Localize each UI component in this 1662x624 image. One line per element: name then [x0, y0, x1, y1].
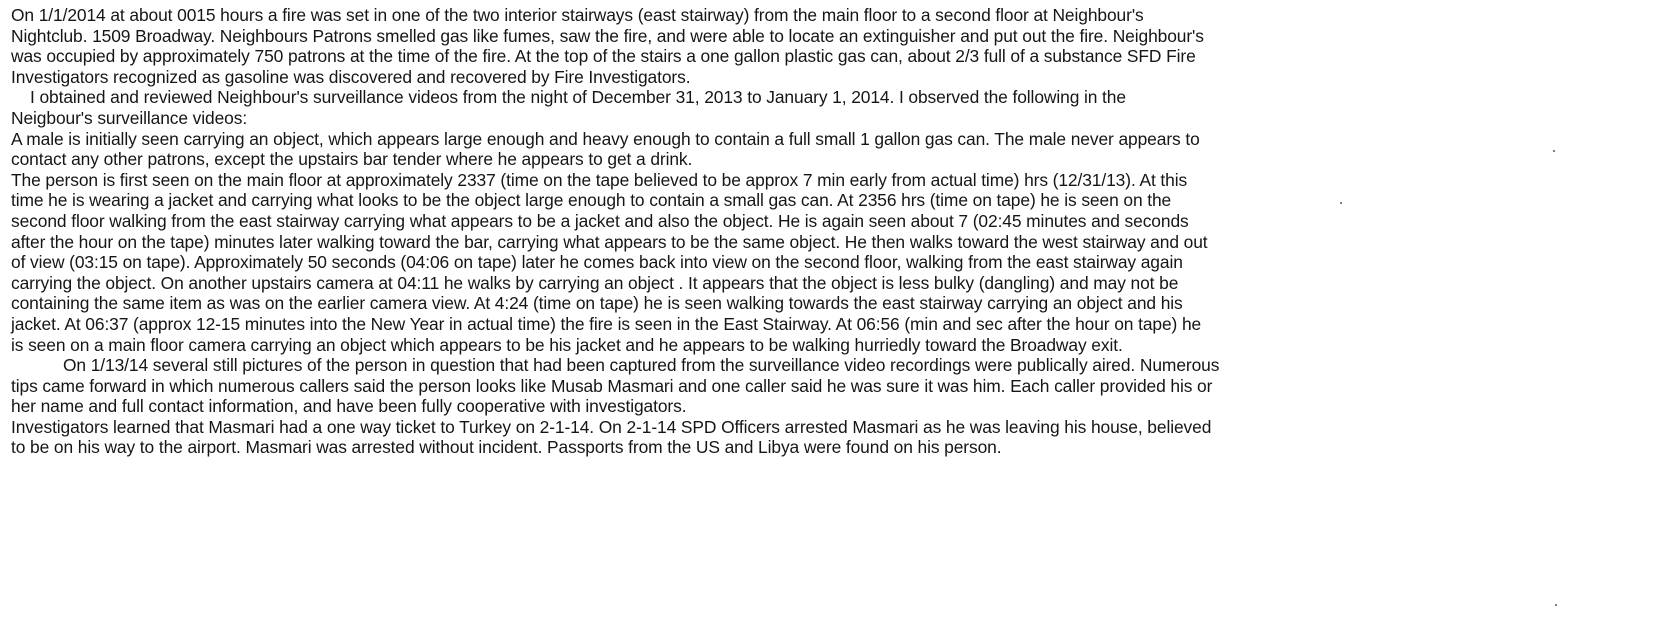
scan-speck — [1555, 604, 1557, 606]
text-line: The person is first seen on the main floor at approximately 2337 (time on the tape believed to be approx 7 min early from actual time) hrs (12/31/13). At this — [11, 169, 1188, 190]
text-line: containing the same item as was on the earlier camera view. At 4:24 (time on tape) he is seen walking towards the east stairway carrying an object and his — [11, 293, 1183, 314]
text-line: carrying the object. On another upstairs camera at 04:11 he walks by carrying an object . It appears that the object is less bulky (dangling) and may not be — [11, 272, 1179, 293]
text-line: Neigbour's surveillance videos: — [11, 107, 248, 128]
text-line: On 1/13/14 several still pictures of the person in question that had been captured from the surveillance video recordings were publically aired. Numerous — [63, 355, 1220, 376]
text-line: is seen on a main floor camera carrying an object which appears to be his jacket and he appears to be walking hurriedly toward the Broadway exit. — [11, 334, 1123, 355]
text-line: Nightclub. 1509 Broadway. Neighbours Patrons smelled gas like fumes, saw the fire, and were able to locate an extinguisher and put out the fire. Neighbour's — [11, 25, 1204, 46]
text-line: after the hour on the tape) minutes later walking toward the bar, carrying what appears to be the same object. He then walks toward the west stairway and out — [11, 231, 1208, 252]
text-line: Investigators learned that Masmari had a one way ticket to Turkey on 2-1-14. On 2-1-14 SPD Officers arrested Masmari as he was leaving his house, believed — [11, 416, 1212, 437]
document-body — [11, 5, 1556, 458]
text-line: was occupied by approximately 750 patrons at the time of the fire. At the top of the stairs a one gallon plastic gas can, about 2/3 full of a substance SFD Fire — [11, 46, 1196, 67]
text-line: contact any other patrons, except the upstairs bar tender where he appears to get a drink. — [11, 149, 693, 170]
text-line: her name and full contact information, and have been fully cooperative with investigators. — [11, 396, 687, 417]
text-line: time he is wearing a jacket and carrying what looks to be the object large enough to contain a small gas can. At 2356 hrs (time on tape) he is seen on the — [11, 190, 1172, 211]
text-line: jacket. At 06:37 (approx 12-15 minutes into the New Year in actual time) the fire is seen in the East Stairway. At 06:56 (min and sec after the hour on tape) he — [11, 313, 1202, 334]
text-line: I obtained and reviewed Neighbour's surveillance videos from the night of December 31, 2013 to January 1, 2014. I observed the following in the — [30, 87, 1126, 108]
text-line: of view (03:15 on tape). Approximately 50 seconds (04:06 on tape) later he comes back into view on the second floor, walking from the east stairway again — [11, 252, 1183, 273]
text-line: Investigators recognized as gasoline was discovered and recovered by Fire Investigators. — [11, 66, 691, 87]
text-line: tips came forward in which numerous callers said the person looks like Musab Masmari and one caller said he was sure it was him. Each caller provided his or — [11, 375, 1213, 396]
text-line: On 1/1/2014 at about 0015 hours a fire was set in one of the two interior stairways (east stairway) from the main floor to a second floor at Neighbour's — [11, 5, 1144, 25]
scan-speck — [1553, 150, 1555, 152]
scan-speck — [1340, 202, 1342, 204]
text-line: to be on his way to the airport. Masmari was arrested without incident. Passports from the US and Libya were found on his person. — [11, 437, 1002, 458]
text-line: second floor walking from the east stairway carrying what appears to be a jacket and also the object. He is again seen about 7 (02:45 minutes and seconds — [11, 210, 1189, 231]
text-line: A male is initially seen carrying an object, which appears large enough and heavy enough to contain a full small 1 gallon gas can. The male never appears to — [11, 128, 1200, 149]
